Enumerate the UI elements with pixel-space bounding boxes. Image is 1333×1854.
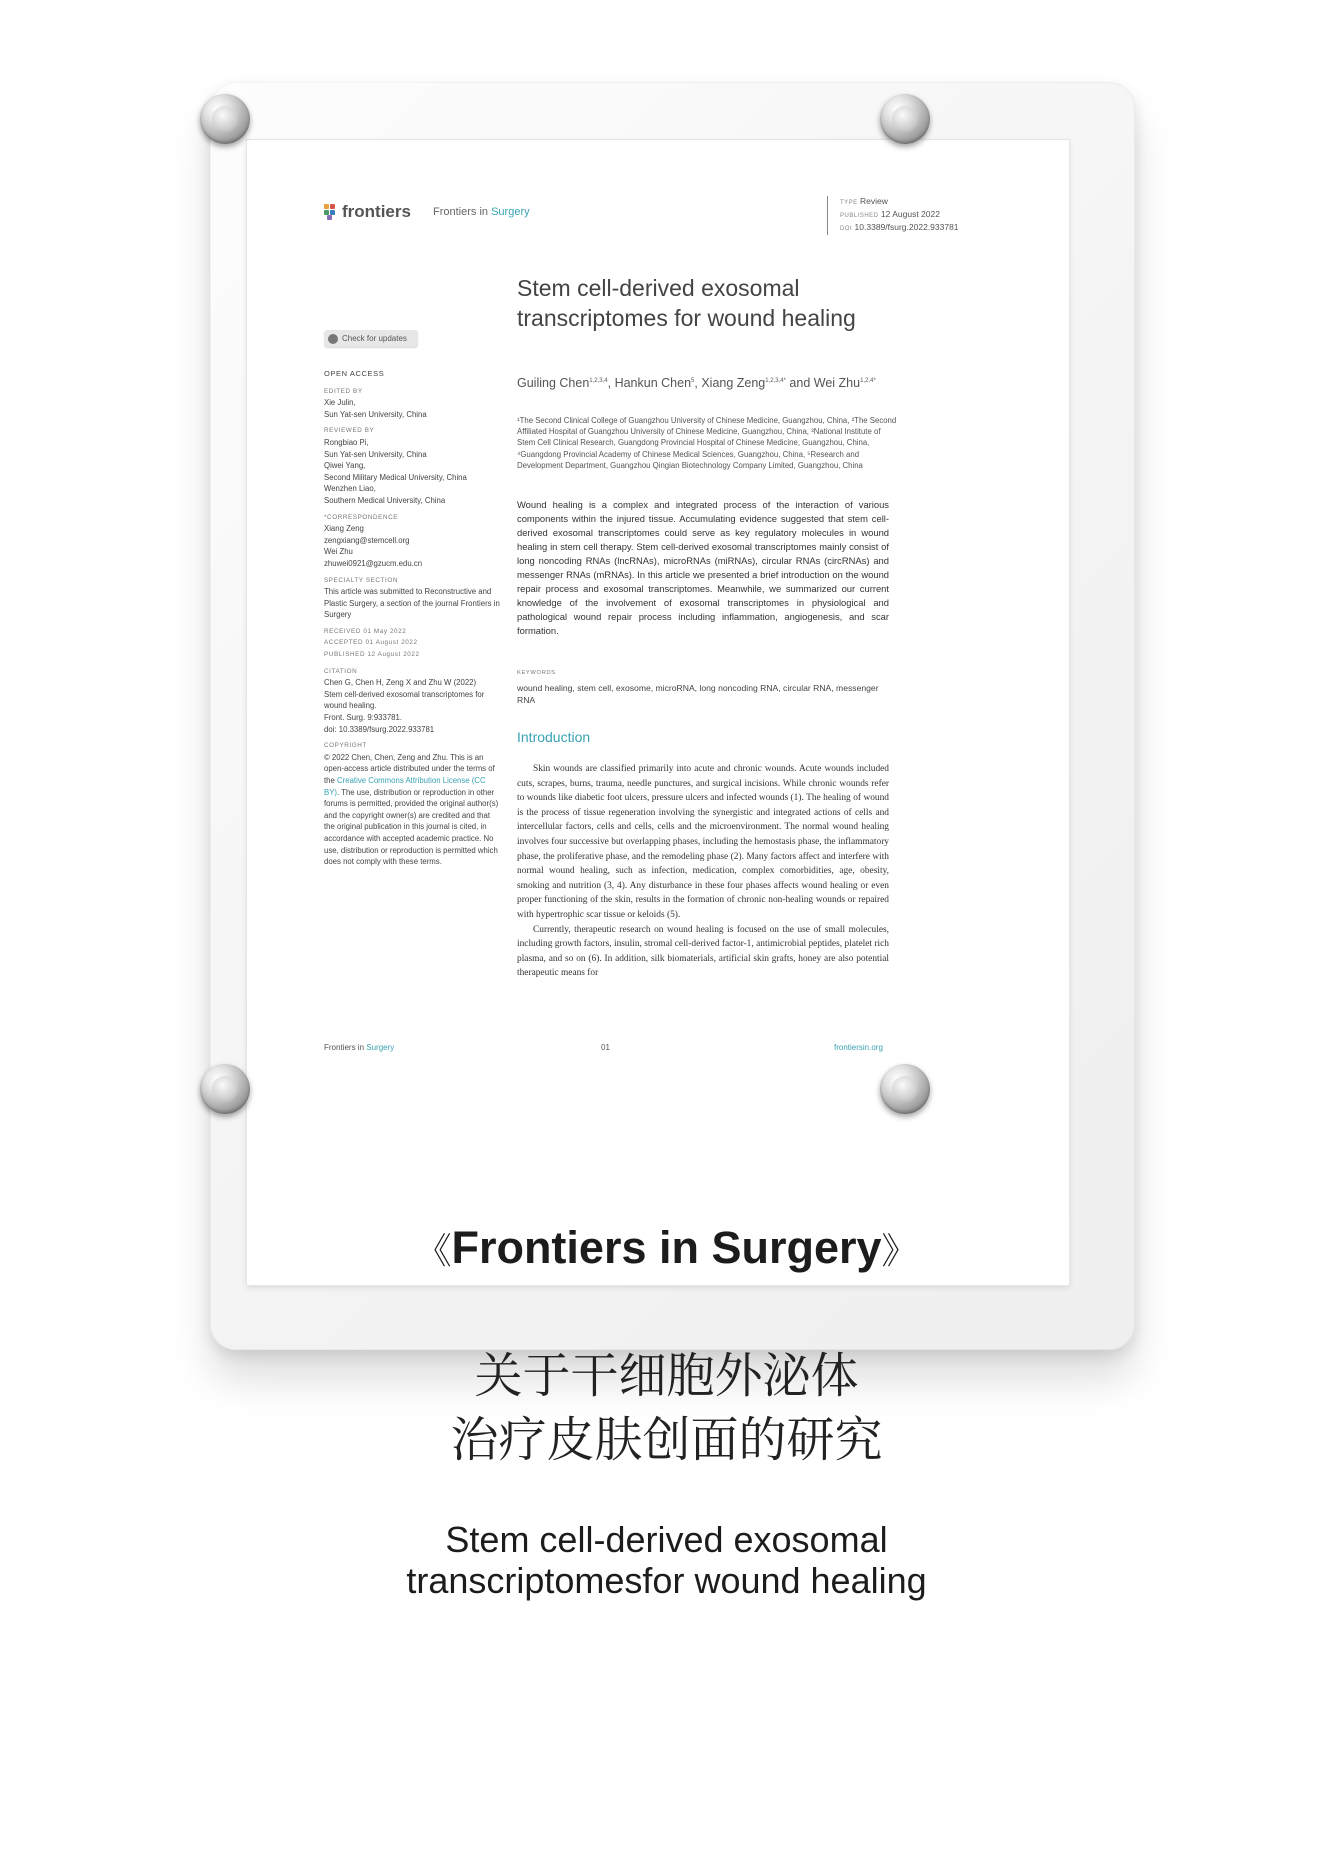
type-value: Review [860, 196, 888, 206]
open-access: OPEN ACCESS [324, 369, 385, 378]
published-date: PUBLISHED 12 August 2022 [324, 651, 420, 659]
journal-prefix: Frontiers in [433, 206, 489, 218]
license-link[interactable]: Creative Commons Attribution License (CC BY) [324, 776, 486, 797]
introduction-paragraph: Currently, therapeutic research on wound healing is focused on the use of small molecules, including growth factors, insulin, stromal cell-derived factor-1, antimicrobial peptides, platelet rich plasma, and so on (6). In addition, silk biomaterials, artificial skin grafts, honey are also potential therapeutic means for [517, 924, 889, 979]
reviewer-name: Qiwei Yang, [324, 461, 366, 471]
introduction-paragraph: Skin wounds are classified primarily into acute and chronic wounds. Acute wounds included cuts, scrapes, burns, trauma, needle punctures, and surgical incisions. While chronic wounds refer to wounds like diabetic foot ulcers, pressure ulcers and infected wounds (1). The healing of wound is the process of tissue regeneration involving the synergistic and integrated actions of cells and intercellular factors, cells and cells, cells and the microenvironment. The normal wound healing involves four successive but overlapping phases, including the hemostasis phase, the inflammatory phase, the proliferative phase, and the remodeling phase (2). Many factors affect and interfere with normal wound healing, such as infection, medication, complex comorbidities, age, obesity, smoking and nutrition (3, 4). Any disturbance in these four phases affects wound healing or even proper functioning of the skin, results in the formation of chronic non-healing wounds or repaired with hypertrophic scar tissue or keloids (5). [517, 764, 889, 920]
journal-name: Surgery [491, 206, 530, 218]
footer-website[interactable]: frontiersin.org [834, 1043, 883, 1052]
reviewer-name: Rongbiao Pi, [324, 437, 369, 447]
reviewer-affiliation: Southern Medical University, China [324, 495, 446, 505]
author-affil-ref: 1,2,3,4 [589, 378, 608, 384]
open-bracket: 《 [415, 1230, 452, 1271]
journal-caption-text: Frontiers in Surgery [451, 1222, 882, 1273]
frontiers-logo-icon [324, 204, 338, 220]
chinese-title [0, 1344, 1333, 1472]
keywords: wound healing, stem cell, exosome, microRNA, long noncoding RNA, circular RNA, messenger RNA [517, 683, 879, 705]
correspondence-heading: *CORRESPONDENCE [324, 513, 399, 521]
author-name: Wei Zhu [813, 376, 861, 391]
author-name: Hankun Chen [614, 376, 692, 391]
reviewer-name: Wenzhen Liao, [324, 484, 376, 494]
journal-header [433, 206, 530, 218]
citation-line: doi: 10.3389/fsurg.2022.933781 [324, 724, 435, 734]
screw-bottom-right [880, 1064, 930, 1114]
screw-top-left [200, 94, 250, 144]
check-updates-button[interactable] [324, 330, 418, 347]
edited-by-heading: EDITED BY [324, 387, 363, 395]
correspondent-name: Wei Zhu [324, 547, 353, 557]
article-page [247, 140, 1069, 1285]
published-key: PUBLISHED [840, 213, 879, 219]
published-value: 12 August 2022 [880, 209, 940, 219]
copyright-part: . The use, distribution or reproduction in other forums is permitted, provided the original author(s) and the copyright owner(s) are credited and that the original publication in this journal is cited, in accordance with accepted academic practice. No use, distribution or reproduction is permitted which does not comply with these terms. [324, 787, 499, 867]
screw-bottom-left [200, 1064, 250, 1114]
update-icon [328, 334, 338, 344]
correspondent-name: Xiang Zeng [324, 524, 364, 534]
check-updates-label: Check for updates [342, 334, 407, 343]
correspondent-email[interactable]: zhuwei0921@gzucm.edu.cn [324, 558, 423, 568]
footer-journal [324, 1043, 394, 1052]
type-key: TYPE [840, 200, 858, 206]
english-title-line: Stem cell-derived exosomal [445, 1519, 888, 1560]
reviewed-by-heading: REVIEWED BY [324, 427, 375, 435]
editor-affiliation: Sun Yat-sen University, China [324, 409, 427, 419]
chinese-title-line: 治疗皮肤创面的研究 [450, 1412, 883, 1468]
editor-name: Xie Julin, [324, 398, 356, 408]
affiliations: ¹The Second Clinical College of Guangzhou University of Chinese Medicine, Guangzhou, China, ²The Second Affiliated Hospital of Guangzhou University of Chinese Medicine, Guangzhou, China, ³National Institute of Stem Cell Clinical Research, Guangdong Provincial Hospital of Chinese Medicine, Guangzhou, China, ⁴Guangdong Provincial Academy of Chinese Medical Sciences, Guangzhou, China, ⁵Research and Development Department, Guangzhou Qingian Biotechnology Company Limited, Guangzhou, China [517, 416, 897, 470]
footer-journal-name: Surgery [366, 1043, 395, 1052]
screw-top-right [880, 94, 930, 144]
citation-heading: CITATION [324, 667, 358, 675]
copyright-part: © 2022 Chen, Chen, Zeng and Zhu. This is an open-access article distributed under the terms of the [324, 752, 495, 785]
english-title [0, 1519, 1333, 1601]
citation-line: Stem cell-derived exosomal transcriptomes for wound healing. [324, 689, 485, 711]
citation-line: Chen G, Chen H, Zeng X and Zhu W (2022) [324, 678, 477, 688]
author-name: Guiling Chen [517, 376, 590, 391]
article-meta [827, 196, 959, 235]
reviewer-affiliation: Sun Yat-sen University, China [324, 449, 427, 459]
copyright-heading: COPYRIGHT [324, 742, 367, 750]
author-affil-ref: 5 [691, 378, 695, 384]
introduction-body [517, 762, 889, 981]
correspondent-email[interactable]: zengxiang@stemcell.org [324, 535, 410, 545]
keywords-heading: KEYWORDS [517, 670, 556, 676]
english-title-line: transcriptomesfor wound healing [406, 1560, 927, 1601]
abstract: Wound healing is a complex and integrated process of the interaction of various components within the injured tissue. Accumulating evidence suggested that stem cell-derived exosomal transcriptomes could serve as key regulatory molecules in wound healing in stem cell therapy. Stem cell-derived exosomal transcriptomes mainly consist of long noncoding RNAs (lncRNAs), microRNAs (miRNAs), circular RNAs (circRNAs) and messenger RNAs (mRNAs). In this article we presented a brief introduction on the wound repair process and exosomal transcriptomes. Meanwhile, we summarized our current knowledge of the involvement of exosomal transcriptomes in physiological and pathological wound repair process including inflammation, angiogenesis, and scar formation. [517, 499, 889, 636]
brand-name: frontiers [342, 202, 411, 221]
close-bracket: 》 [881, 1230, 918, 1271]
author-name: Xiang Zeng [701, 376, 766, 391]
page-number: 01 [601, 1043, 610, 1052]
sidebar-info [324, 368, 502, 868]
footer-journal-prefix: Frontiers in [324, 1043, 365, 1052]
journal-caption [0, 1222, 1333, 1274]
copyright-text [324, 752, 502, 868]
introduction-heading: Introduction [517, 729, 591, 745]
citation-line: Front. Surg. 9:933781. [324, 713, 403, 723]
doi-value: 10.3389/fsurg.2022.933781 [854, 222, 959, 232]
frontiers-logo [324, 202, 411, 222]
author-list: Guiling Chen$^{1,2,3,4}$, Hankun Chen$^5$, Xiang Zeng$^{1,2,3,4*}$ and Wei Zhu$^{1,2,4*}$ [517, 376, 876, 391]
doi-key: DOI [840, 226, 853, 232]
chinese-title-line: 关于干细胞外泌体 [474, 1348, 859, 1404]
author-affil-ref: 1,2,4* [860, 378, 876, 384]
reviewer-affiliation: Second Military Medical University, China [324, 472, 467, 482]
author-affil-ref: 1,2,3,4* [765, 378, 786, 384]
specialty-text: This article was submitted to Reconstructive and Plastic Surgery, a section of the journal Frontiers in Surgery [324, 587, 500, 620]
specialty-heading: SPECIALTY SECTION [324, 576, 399, 584]
article-title: Stem cell-derived exosomal transcriptomes for wound healing [517, 275, 856, 331]
accepted-date: ACCEPTED 01 August 2022 [324, 639, 418, 647]
received-date: RECEIVED 01 May 2022 [324, 627, 407, 635]
